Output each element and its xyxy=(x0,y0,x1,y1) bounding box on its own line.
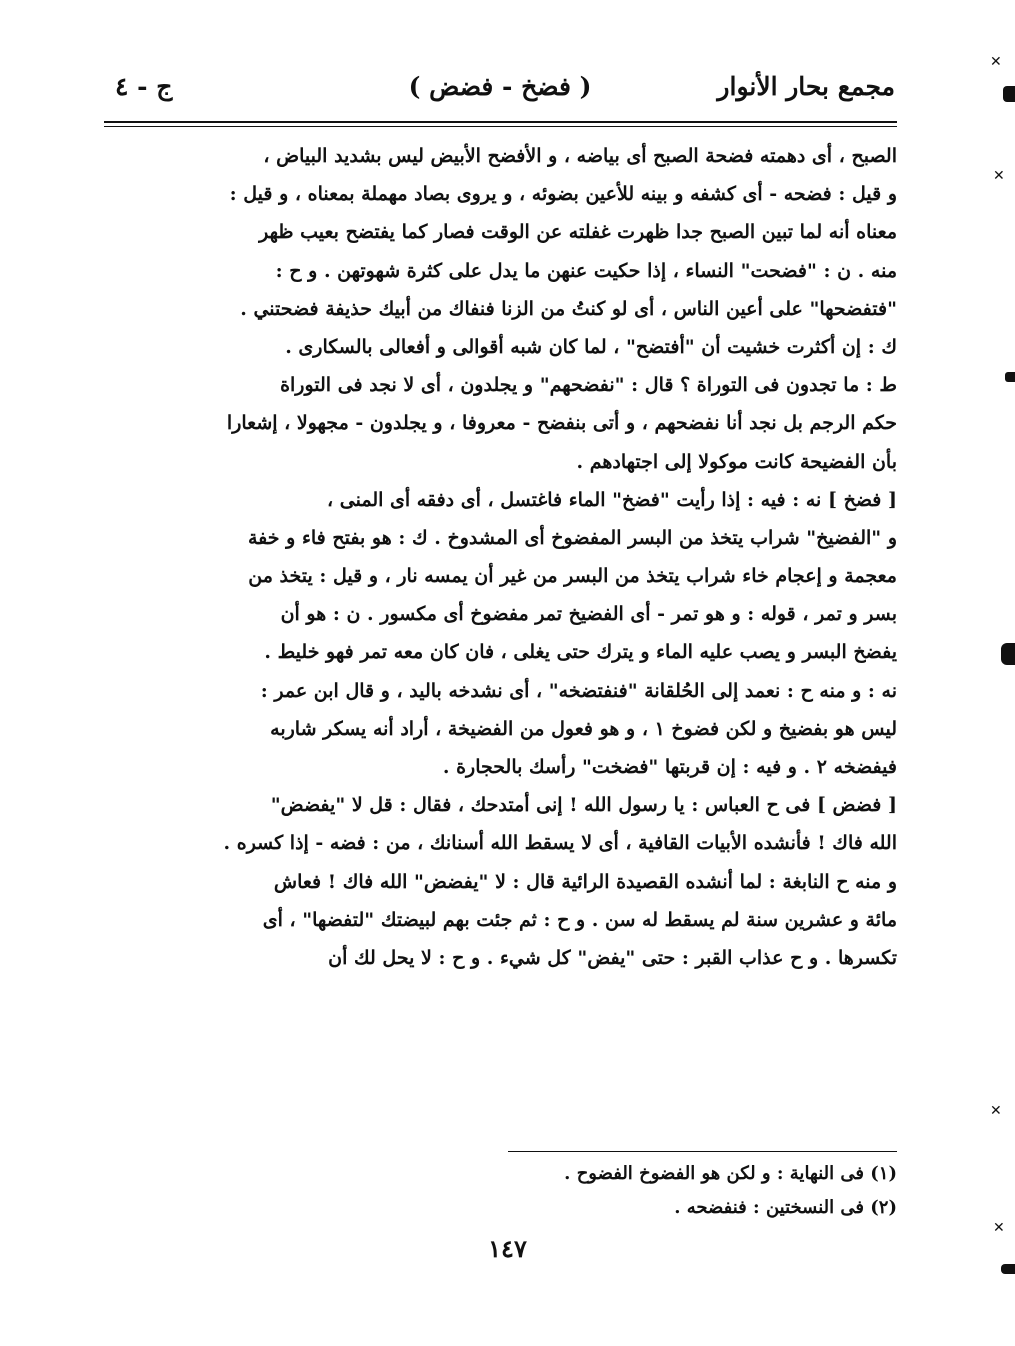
scan-tick-mark: ✕ xyxy=(990,54,1002,70)
footnotes xyxy=(104,1157,897,1225)
scan-edge-mark xyxy=(1001,643,1015,665)
text-line: ليس هو بفضيخ و لكن فضوخ ١ ، و هو فعول من الفضيخة ، أراد أنه يسكر شاربه xyxy=(270,717,897,740)
text-line: نه : و منه ح : نعمد إلى الحُلقانة "فنفتضخه" ، أى نشدخه باليد ، و قال ابن عمر : xyxy=(260,679,897,702)
header-rule-thin xyxy=(104,126,897,127)
text-line: بسر و تمر ، قوله : و هو تمر - أى الفضيخ تمر مفضوخ أى مكسور . ن : هو أن xyxy=(280,603,897,626)
text-line: [ فضض ] فى ح العباس : يا رسول الله ! إنى أمتدحك ، فقال : قل لا "يفضض" xyxy=(270,794,897,817)
text-line: تكسرها . و ح عذاب القبر : حتى "يفض" كل شيء . و ح : لا يحل لك أن xyxy=(328,946,897,969)
text-line: معجمة و إعجام خاء شراب يتخذ من البسر من غير أن يمسه نار ، و قيل : يتخذ من xyxy=(248,565,897,588)
scan-edge-mark xyxy=(1005,372,1015,382)
text-line: الله فاك ! فأنشده الأبيات القافية ، أى لا يسقط الله أسنانك ، من : فضه - إذا كسره . xyxy=(223,832,897,855)
page-number: ١٤٧ xyxy=(488,1234,527,1263)
body-text xyxy=(104,137,897,977)
text-line: معناه أنه لما تبين الصبح جدا ظهرت غفلته عن الوقت فصار كما يفتضح بعيب ظهر xyxy=(259,221,897,244)
scan-tick-mark: ✕ xyxy=(993,1220,1005,1236)
text-line: فيفضخه ٢ . و فيه : إن قربتها "فضخت" رأسك بالحجارة . xyxy=(442,756,897,778)
scan-tick-mark: ✕ xyxy=(993,168,1005,184)
header-rule-thick xyxy=(104,121,897,123)
volume-label: ج - ٤ xyxy=(115,72,173,101)
text-line: مائة و عشرين سنة لم يسقط له سن . و ح : ثم جئت بهم لبيضتك "لتفضها" ، أى xyxy=(262,908,897,931)
footnote: (٢) فى النسختين : فنفضحه . xyxy=(674,1197,897,1218)
section-heading: ( فضخ - فضض ) xyxy=(408,72,592,101)
scan-edge-mark xyxy=(1003,86,1015,102)
book-title: مجمع بحار الأنوار xyxy=(717,72,895,101)
text-line: منه . ن : "فضحت" النساء ، إذا حكيت عنهن ما يدل على كثرة شهوتهن . و ح : xyxy=(275,259,897,282)
text-line: و منه ح النابغة : لما أنشده القصيدة الرائية قال : لا "يفضض" الله فاك ! فعاش xyxy=(273,870,897,893)
text-line: و قيل : فضحه - أى كشفه و بينه للأعين بضوئه ، و يروى بصاد مهملة بمعناه ، و قيل : xyxy=(229,183,897,206)
text-line: يفضخ البسر و يصب عليه الماء و يترك حتى يغلى ، فان كان معه تمر فهو خليط . xyxy=(264,641,897,664)
text-line: [ فضخ ] نه : فيه : إذا رأيت "فضخ" الماء فاغتسل ، أى دفقه أى المنى ، xyxy=(327,488,897,511)
text-line: ط : ما تجدون فى التوراة ؟ قال : "نفضحهم" و يجلدون ، أى لا نجد فى التوراة xyxy=(280,374,897,397)
text-line: ك : إن أكثرت خشيت أن "أفتضح" ، لما كان شبه أقوالى و أفعالى بالسكارى . xyxy=(285,335,897,358)
text-line: "فتفضحها" على أعين الناس ، أى لو كنتُ من الزنا فنفاك من أبيك حذيفة فضحتني . xyxy=(240,297,897,320)
footnote: (١) فى النهاية : و لكن هو الفضوخ الفضوح . xyxy=(564,1163,897,1184)
scan-tick-mark: ✕ xyxy=(990,1103,1002,1119)
text-line: حكم الرجم بل نجد أنا نفضحهم ، و أتى بنفضح - معروفا ، و يجلدون - مجهولا ، إشعارا xyxy=(226,412,897,435)
text-line: و "الفضيخ" شراب يتخذ من البسر المفضوخ أى المشدوخ . ك : هو بفتح فاء و خفة xyxy=(248,526,897,549)
running-header xyxy=(105,70,895,114)
footnote-rule xyxy=(508,1151,897,1152)
text-line: بأن الفضيحة كانت موكولا إلى اجتهادهم . xyxy=(576,450,897,473)
scan-edge-mark xyxy=(1001,1264,1015,1274)
text-line: الصبح ، أى دهمته فضحة الصبح أى بياضه ، و الأفضح الأبيض ليس بشديد البياض ، xyxy=(263,145,897,167)
